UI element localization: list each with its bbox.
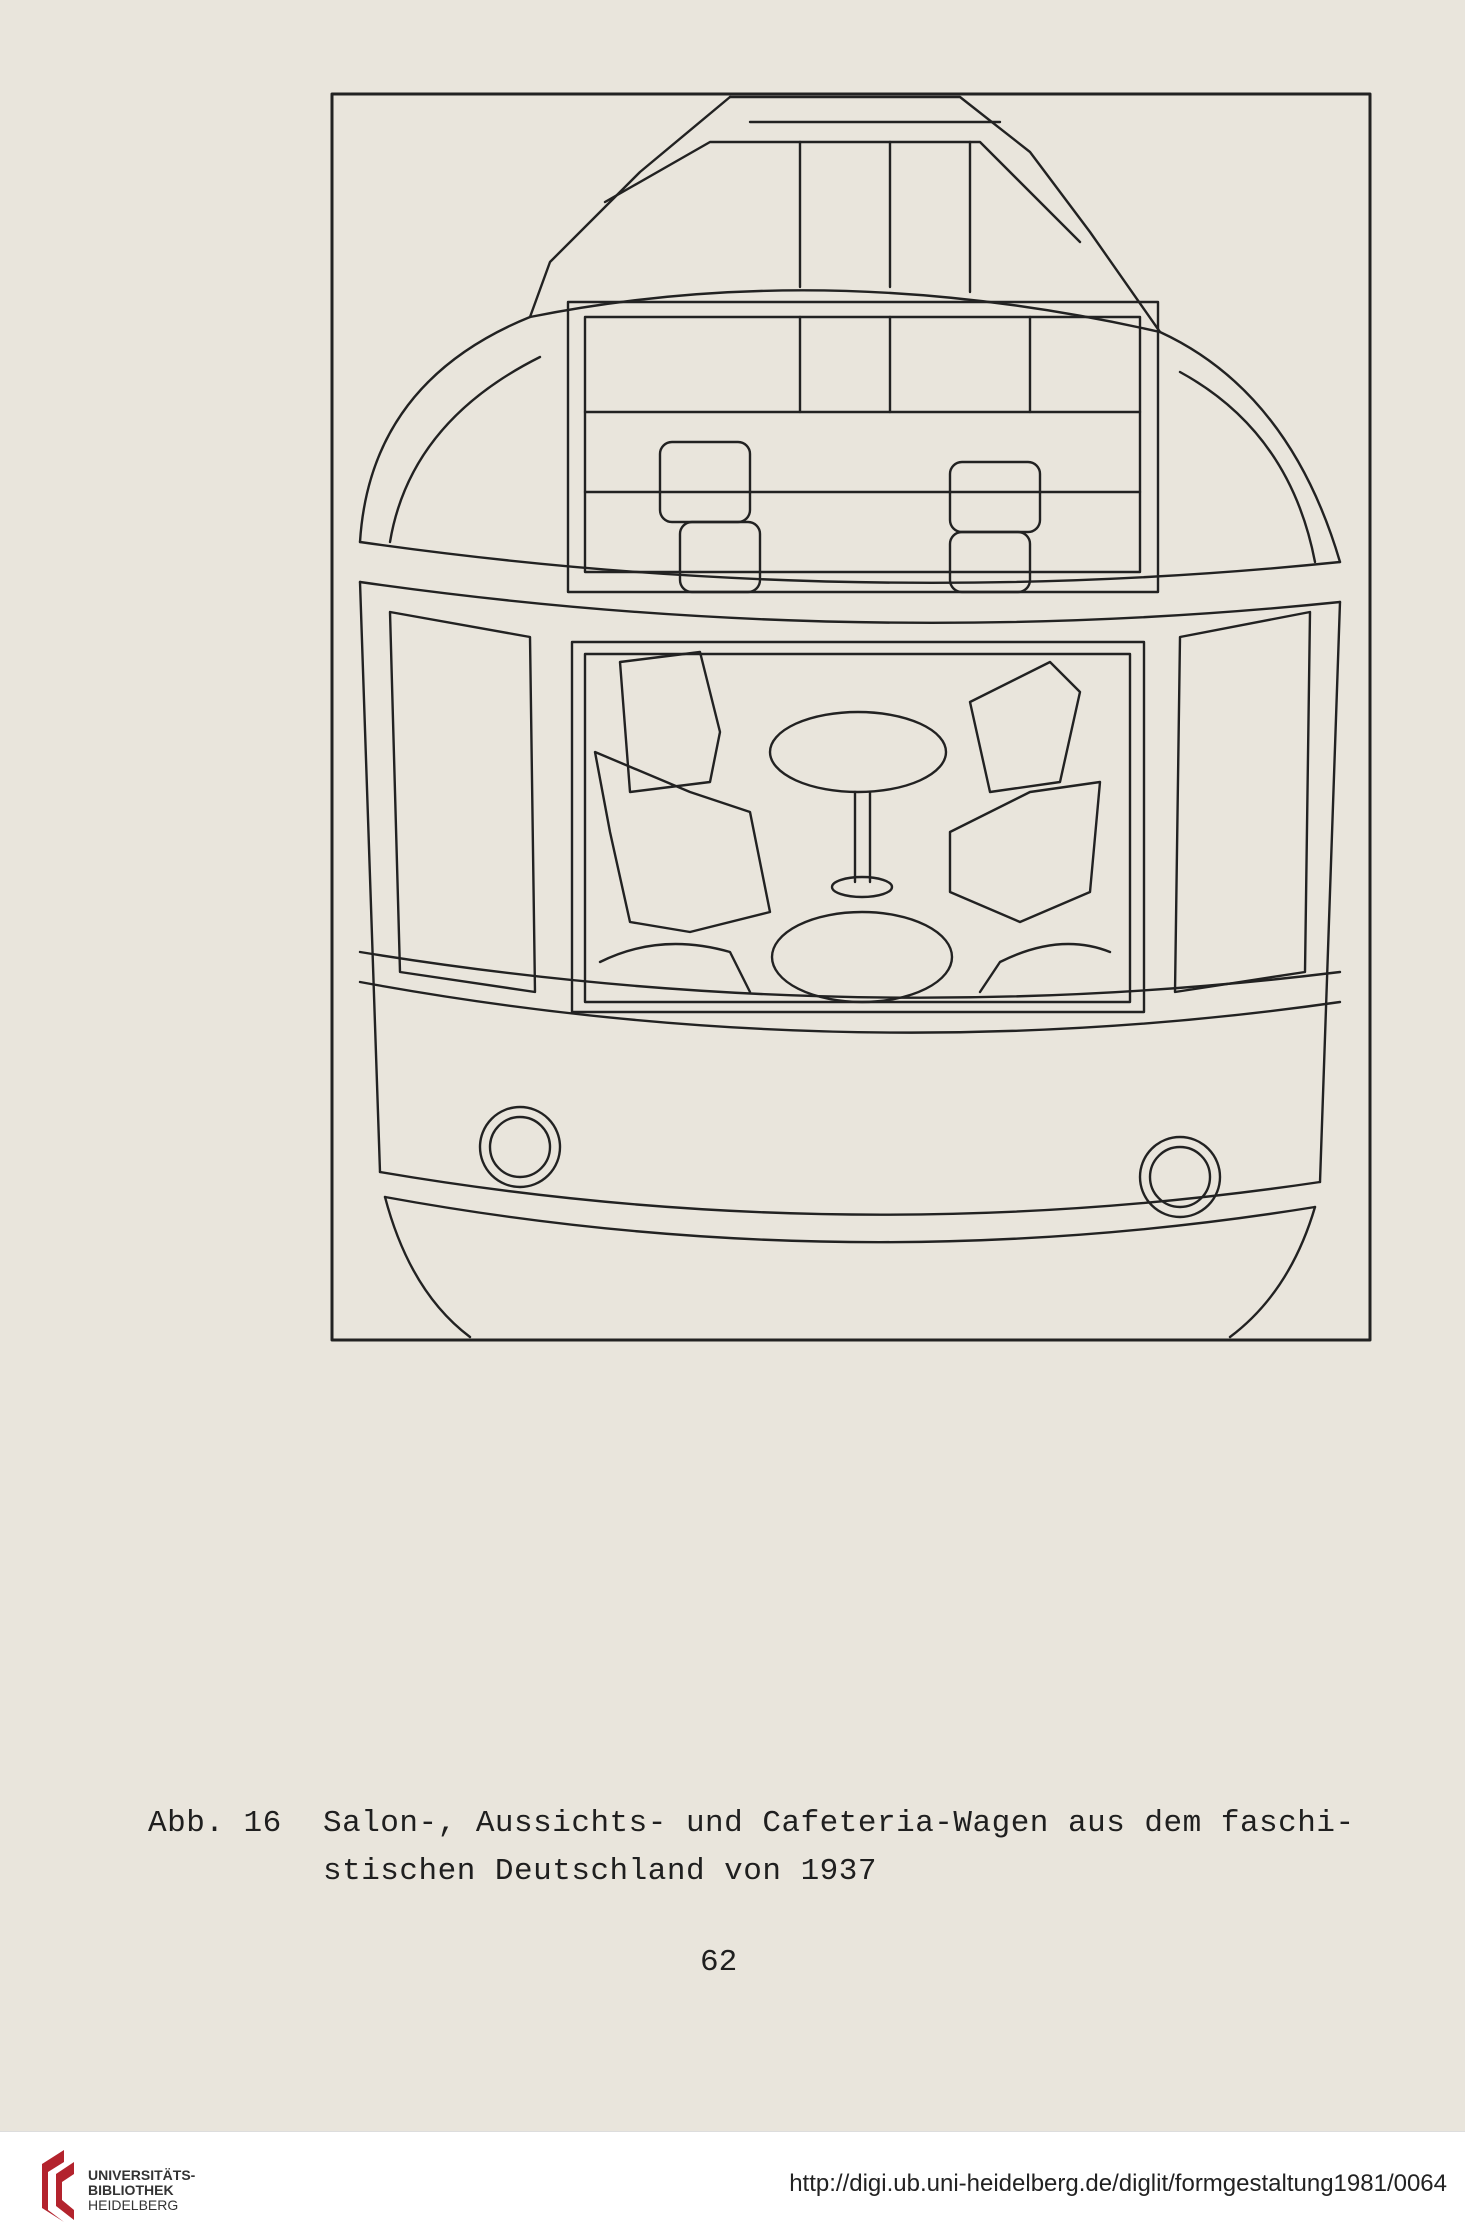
ub-heidelberg-logo-icon xyxy=(34,2150,86,2222)
library-footer xyxy=(0,2131,1465,2240)
caption-line-1: Salon-, Aussichts- und Cafeteria-Wagen aus dem faschi- xyxy=(323,1806,1355,1841)
page-number: 62 xyxy=(700,1945,738,1980)
source-url-link[interactable]: http://digi.ub.uni-heidelberg.de/diglit/formgestaltung1981/0064 xyxy=(789,2170,1447,2197)
library-logo-text xyxy=(88,2168,195,2213)
train-car-drawing xyxy=(330,92,1372,1342)
logo-line-1: UNIVERSITÄTS- xyxy=(88,2167,196,2183)
caption-line-2: stischen Deutschland von 1937 xyxy=(323,1854,877,1889)
train-car-illustration xyxy=(330,92,1372,1342)
logo-line-2: BIBLIOTHEK xyxy=(88,2182,174,2198)
caption-label: Abb. 16 xyxy=(148,1806,282,1841)
logo-line-3: HEIDELBERG xyxy=(88,2197,179,2213)
